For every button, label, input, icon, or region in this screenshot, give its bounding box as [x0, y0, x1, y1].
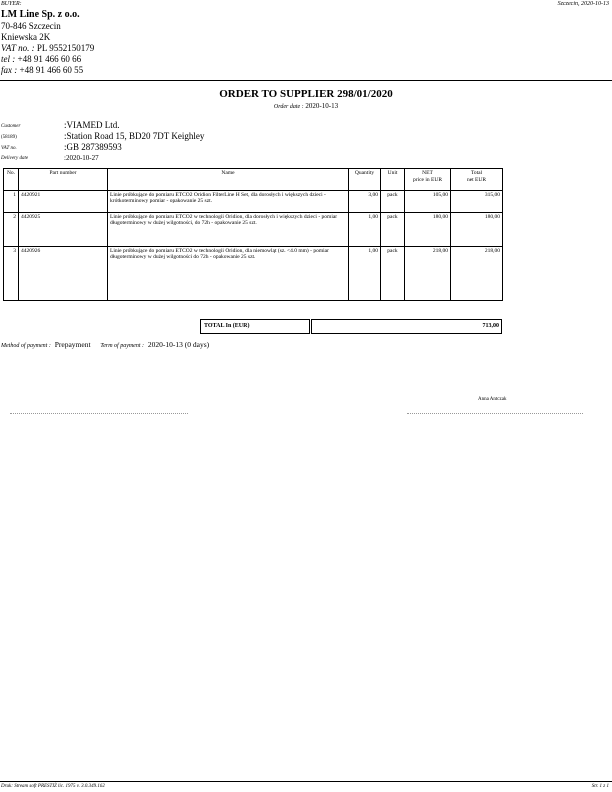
customer-address: :Station Road 15, BD20 7DT Keighley [64, 131, 205, 141]
buyer-vat-value: PL 9552150179 [36, 43, 95, 53]
buyer-street: Kniewska 2K [1, 32, 51, 42]
buyer-fax-value: +48 91 466 60 55 [19, 65, 84, 75]
payment-term-value: 2020-10-13 (0 days) [147, 340, 210, 349]
row-no: 2 [4, 213, 19, 247]
delivery-date: :2020-10-27 [64, 154, 99, 162]
items-table [3, 168, 503, 301]
order-date [0, 102, 612, 110]
customer-address-value: Station Road 15, BD20 7DT Keighley [66, 131, 205, 141]
customer-name: :VIAMED Ltd. [64, 120, 120, 130]
table-row [4, 213, 503, 247]
total-label-box [200, 319, 310, 334]
header-total [451, 169, 503, 191]
row-total: 180,00 [451, 213, 503, 247]
buyer-name: LM Line Sp. z o.o. [1, 9, 80, 20]
customer-label: Customer [1, 124, 21, 129]
footer-page: Str. 1 z 1 [591, 784, 609, 789]
payment-method-value: Prepayment [54, 340, 91, 349]
buyer-fax [1, 65, 83, 75]
buyer-tel-value: +48 91 466 60 66 [17, 54, 82, 64]
row-net-price: 180,00 [405, 213, 451, 247]
header-total-line1: Total [470, 170, 483, 176]
row-no: 3 [4, 247, 19, 301]
table-row [4, 247, 503, 301]
header-quantity: Quantity [349, 169, 381, 191]
total-value-box [311, 319, 502, 334]
row-total: 218,00 [451, 247, 503, 301]
total-value: 713,00 [482, 323, 499, 329]
payment-term-label: Term of payment : [100, 343, 145, 349]
header-part-number: Part number [19, 169, 108, 191]
buyer-tel-label: tel : [1, 54, 16, 64]
payment-method-label: Method of payment : [1, 343, 51, 349]
place-date: Szczecin, 2020-10-13 [557, 1, 609, 7]
header-net-line2: price in EUR [412, 176, 443, 183]
order-title: ORDER TO SUPPLIER 298/01/2020 [219, 88, 393, 100]
row-part-number: 4420925 [19, 213, 108, 247]
row-net-price: 105,00 [405, 191, 451, 213]
row-part-number: 4420921 [19, 191, 108, 213]
row-quantity: 1,00 [349, 247, 381, 301]
table-row [4, 191, 503, 213]
signature-line-left [10, 413, 188, 414]
header-unit: Unit [381, 169, 405, 191]
row-name: Linie próbkujące do pomiaru ETCO2 w technologii Oridion, dla dorosłych i większych dzieci - pomiar długoterminowy w dużej wilgotności, do 72h - opakowanie 25 szt. [108, 213, 349, 247]
row-name: Linie próbkujące do pomiaru ETCO2 w technologii Oridion, dla niemowląt (sz. <4.0 mm) - pomiar długoterminowy w dużej wilgotności do 72h - opakowanie 25 szt. [108, 247, 349, 301]
buyer-fax-label: fax : [1, 65, 18, 75]
header-net-price [405, 169, 451, 191]
customer-vat: :GB 287389593 [64, 142, 122, 152]
delivery-date-value: 2020-10-27 [65, 154, 99, 162]
row-part-number: 4420926 [19, 247, 108, 301]
order-date-label: Order date : [273, 104, 304, 110]
header-divider [0, 80, 612, 81]
header-name: Name [108, 169, 349, 191]
customer-name-value: VIAMED Ltd. [66, 120, 120, 130]
row-total: 315,00 [451, 191, 503, 213]
header-no: No. [4, 169, 19, 191]
order-date-value: 2020-10-13 [305, 102, 339, 110]
buyer-tel [1, 54, 81, 64]
row-unit: pack [381, 247, 405, 301]
buyer-label: BUYER: [1, 1, 22, 7]
customer-vat-label: VAT no. [1, 146, 17, 151]
footer-software: Druk: Stream soft PRESTIŻ lic. 1975 v. 3.0.349.162 [1, 784, 105, 789]
buyer-postal-city: 70-846 Szczecin [1, 21, 61, 31]
row-no: 1 [4, 191, 19, 213]
row-unit: pack [381, 191, 405, 213]
table-header-row [4, 169, 503, 191]
buyer-vat-label: VAT no. : [1, 43, 35, 53]
header-net-line1: NET [422, 170, 433, 176]
customer-vat-value: GB 287389593 [66, 142, 122, 152]
row-net-price: 218,00 [405, 247, 451, 301]
signature-name: Anna Antczak [478, 397, 507, 402]
customer-id: (58189) [1, 135, 17, 140]
row-name: Linie próbkujące do pomiaru ETCO2 Oridion FilterLine H Set, dla dorosłych i większych dzieci - krótkoterminowy pomiar - opakowanie 25 szt. [108, 191, 349, 213]
buyer-vat [1, 43, 94, 53]
header-total-line2: net EUR [466, 176, 487, 183]
delivery-date-label: Delivery date [1, 156, 29, 161]
total-label: TOTAL In (EUR) [204, 323, 250, 329]
row-quantity: 3,00 [349, 191, 381, 213]
row-quantity: 1,00 [349, 213, 381, 247]
payment-line [1, 340, 209, 349]
row-unit: pack [381, 213, 405, 247]
footer-divider [0, 781, 612, 782]
signature-line-right [407, 413, 583, 414]
